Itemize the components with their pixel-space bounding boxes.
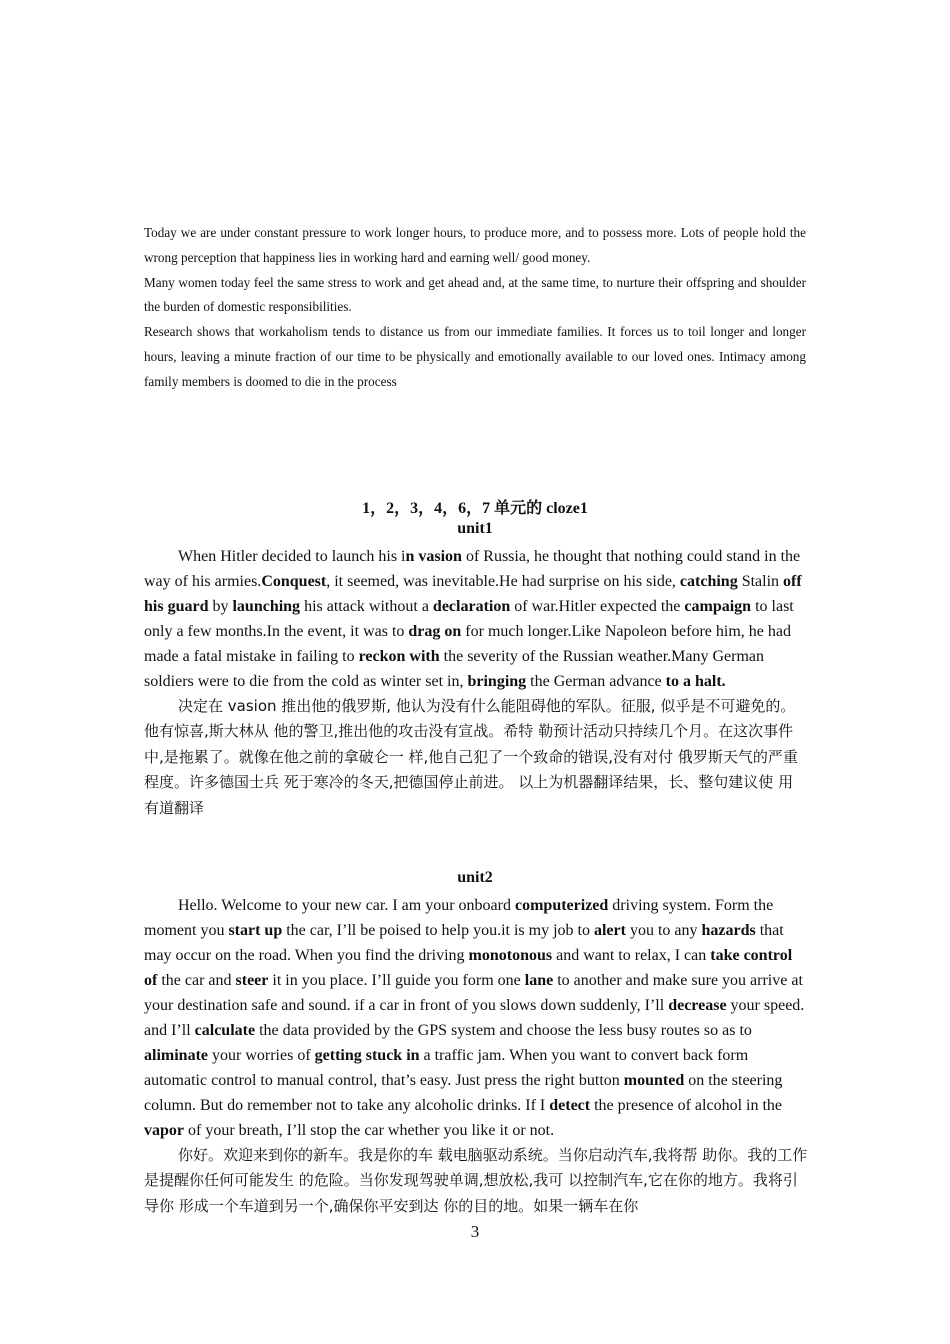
keyword: computerized [514, 897, 609, 914]
keyword: detect [549, 1097, 591, 1114]
unit2-english [144, 893, 808, 1143]
text-run: for much longer.Like Napoleon before him, he had made a fatal mistake in failing to [144, 623, 791, 665]
keyword: reckon with [358, 648, 440, 665]
text-run: Stalin [737, 573, 784, 590]
text-run: of your breath, I’ll stop the car whether you like it or not. [184, 1122, 555, 1139]
text-run: on the steering column. But do remember not to take any alcoholic drinks. If I [144, 1072, 783, 1114]
keyword: off his guard [144, 573, 802, 615]
unit2-title: unit2 [457, 869, 493, 886]
text-run: Hello. Welcome to your new car. I am your onboard [178, 897, 515, 914]
unit1-title: unit1 [457, 520, 493, 537]
unit2-chinese: 你好。欢迎来到你的新车。我是你的车 载电脑驱动系统。当你启动汽车,我将帮 助你。我的工作是提醒你任何可能发生 的危险。当你发现驾驶单调,想放松,我可 以控制汽车,它在你的地方。我将引导你 形成一个车道到另一个,确保你平安到达 你的目的地。如果一辆车在你 [144, 1146, 808, 1215]
text-run: the car, I’ll be poised to help you.it is my job to [282, 922, 594, 939]
unit2-passage [144, 893, 808, 1219]
keyword: n vasion [405, 548, 462, 565]
text-run: of Russia, he thought that nothing could stand in the way of his armies. [144, 548, 801, 590]
keyword: to a halt. [665, 673, 726, 690]
keyword: calculate [194, 1022, 256, 1039]
text-run: When Hitler decided to launch his i [178, 548, 406, 565]
text-run: to another and make sure you arrive at your destination safe and sound. if a car in front of you slows down suddenly, I’ll [144, 972, 803, 1014]
keyword: mounted [623, 1072, 685, 1089]
text-run: a traffic jam. When you want to convert back form automatic control to manual control, that’s easy. Just press the right button [144, 1047, 749, 1089]
text-run: , it seemed, was inevitable.He had surprise on his side, [326, 573, 680, 590]
intro-paragraph-2: Many women today feel the same stress to work and get ahead and, at the same time, to nurture their offspring and shoulder the burden of domestic responsibilities. [144, 274, 806, 315]
keyword: decrease [668, 997, 727, 1014]
keyword: steer [235, 972, 269, 989]
keyword: lane [524, 972, 554, 989]
text-run: by [208, 598, 233, 615]
keyword: declaration [432, 598, 511, 615]
keyword: Conquest [261, 573, 327, 590]
text-run: his attack without a [300, 598, 433, 615]
text-run: that may occur on the road. When you find the driving [144, 922, 784, 964]
text-run: the data provided by the GPS system and choose the less busy routes so as to [255, 1022, 752, 1039]
text-run: your speed. and I’ll [144, 997, 805, 1039]
keyword: drag on [408, 623, 462, 640]
keyword: vapor [144, 1122, 184, 1139]
text-run: and want to relax, I can [552, 947, 711, 964]
keyword: monotonous [468, 947, 553, 964]
unit1-passage [144, 544, 808, 821]
keyword: launching [232, 598, 301, 615]
text-run: the presence of alcohol in the [590, 1097, 783, 1114]
section-title: 1，2，3，4，6，7 单元的 cloze1 [362, 500, 588, 517]
text-run: you to any [625, 922, 702, 939]
text-run: to last only a few months.In the event, it was to [144, 598, 794, 640]
keyword: campaign [684, 598, 752, 615]
unit1-chinese: 决定在 vasion 推出他的俄罗斯, 他认为没有什么能阻碍他的军队。征服, 似乎是不可避免的。他有惊喜,斯大林从 他的警卫,推出他的攻击没有宣战。希特 勒预计活动只持续几个月。在这次事件 中,是拖累了。就像在他之前的拿破仑一 样,他自己犯了一个致命的错误,没有对付 俄罗斯天气的严重程度。许多德国士兵 死于寒冷的冬天,把德国停止前进。 以上为机器翻译结果，长、整句建议使 用有道翻译 [144, 697, 798, 817]
keyword: aliminate [144, 1047, 208, 1064]
text-run: the car and [157, 972, 236, 989]
unit1-english [144, 544, 808, 694]
intro-paragraph-3: Research shows that workaholism tends to distance us from our immediate families. It forces us to toil longer and longer hours, leaving a minute fraction of our time to be physically and emotionally available to our loved ones. Intimacy among family members is doomed to die in the process [144, 324, 806, 389]
page-number: 3 [470, 1222, 480, 1241]
keyword: catching [679, 573, 738, 590]
text-run: your worries of [208, 1047, 315, 1064]
keyword: bringing [467, 673, 527, 690]
keyword: alert [593, 922, 626, 939]
text-run: the severity of the Russian weather.Many German soldiers were to die from the cold as winter set in, [144, 648, 764, 690]
intro-paragraph-1: Today we are under constant pressure to work longer hours, to produce more, and to possess more. Lots of people hold the wrong perception that happiness lies in working hard and earning well/ good money. [144, 225, 806, 265]
keyword: take control of [144, 947, 793, 989]
intro-text [144, 221, 806, 395]
keyword: getting stuck in [314, 1047, 420, 1064]
text-run: of war.Hitler expected the [510, 598, 685, 615]
text-run: it in you place. I’ll guide you form one [268, 972, 525, 989]
text-run: driving system. Form the moment you [144, 897, 774, 939]
keyword: start up [228, 922, 283, 939]
keyword: hazards [701, 922, 756, 939]
text-run: the German advance [526, 673, 666, 690]
